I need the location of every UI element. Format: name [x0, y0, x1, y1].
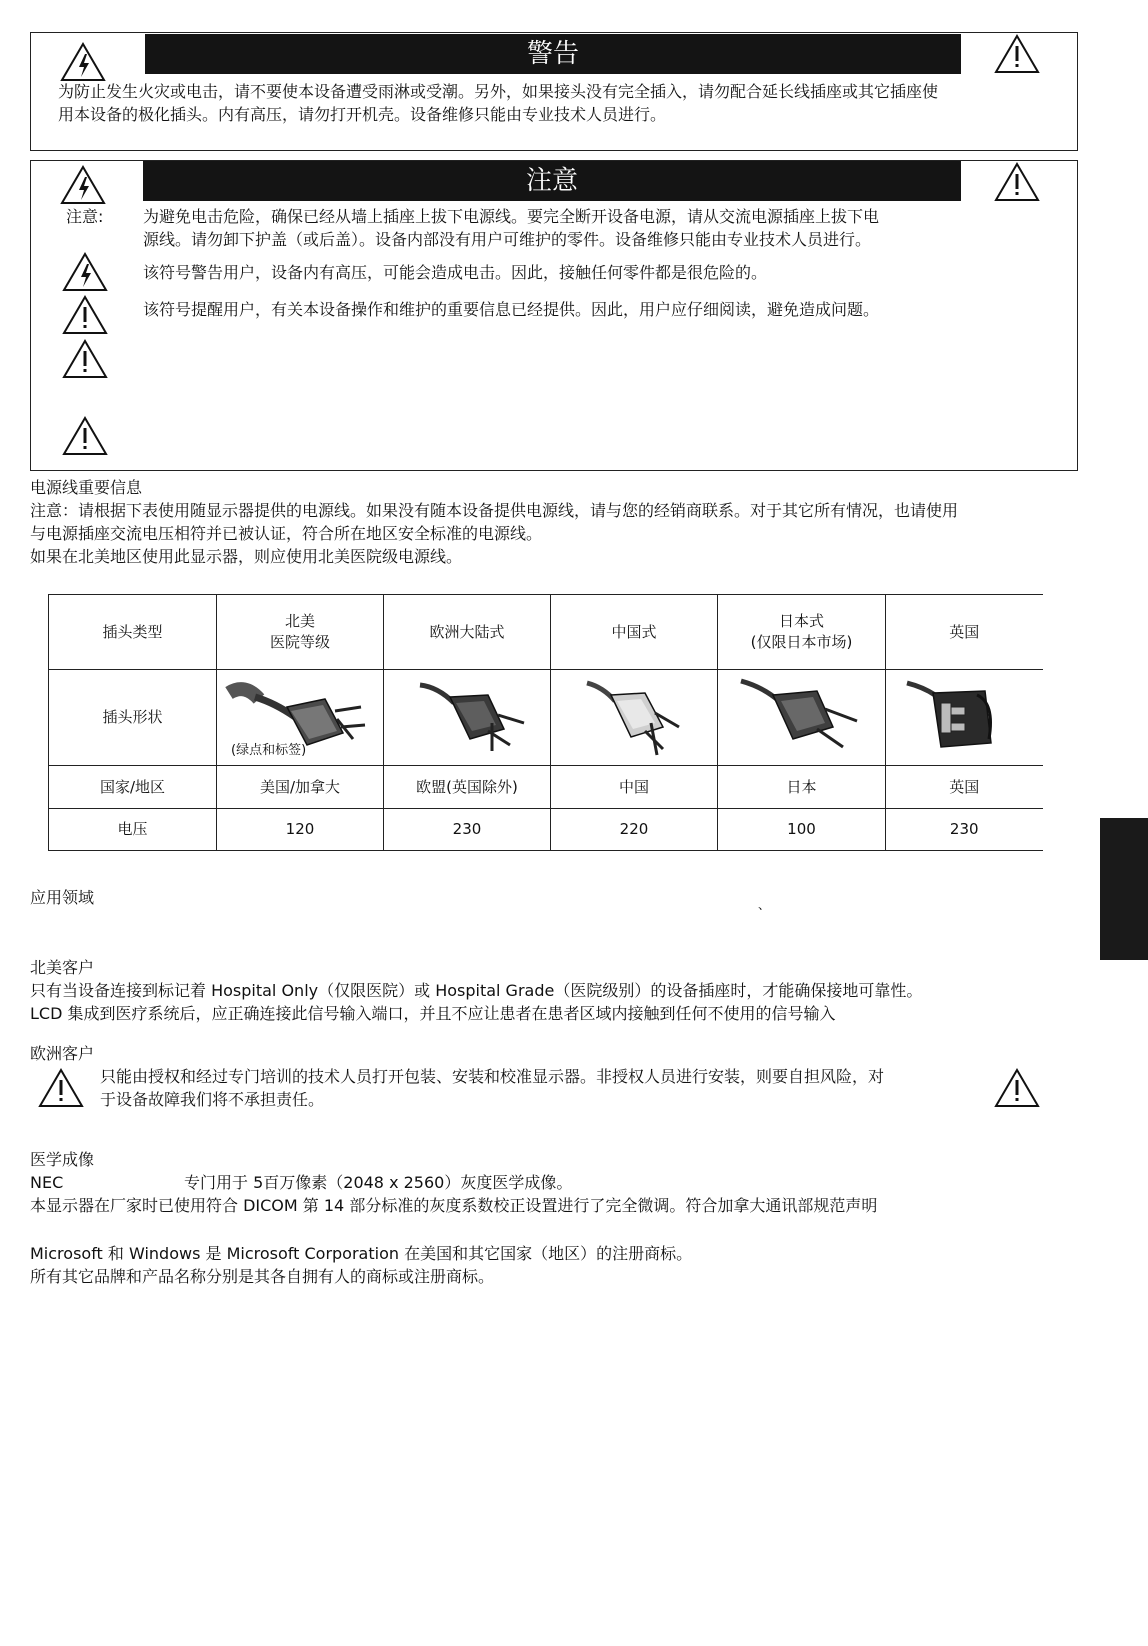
voltage-cell: 220 [551, 809, 718, 851]
voltage-cell: 230 [886, 809, 1043, 851]
plug-shape-cell [217, 670, 384, 766]
row-label-voltage: 电压 [49, 809, 217, 851]
north-america-heading: 北美客户 [30, 958, 95, 977]
country-cell: 英国 [886, 766, 1043, 809]
plug-type-cell [886, 595, 1043, 670]
plug-shape-cell [384, 670, 551, 766]
application-heading: 应用领域 [30, 888, 95, 907]
country-cell: 欧盟(英国除外) [384, 766, 551, 809]
country-cell: 日本 [718, 766, 886, 809]
table-row [49, 595, 1043, 670]
trademark-line1: Microsoft 和 Windows 是 Microsoft Corporation 在美国和其它国家（地区）的注册商标。 [30, 1244, 693, 1263]
country-cell: 中国 [551, 766, 718, 809]
plug-type-cell [384, 595, 551, 670]
exclamation-warning-icon [994, 1068, 1040, 1108]
power-cord-line2: 与电源插座交流电压相符并已被认证，符合所在地区安全标准的电源线。 [30, 524, 543, 543]
lightning-warning-icon [60, 42, 106, 82]
caution-label: 注意: [66, 207, 104, 226]
power-plug-icon [889, 673, 1039, 763]
plug-shape-cell [886, 670, 1043, 766]
table-row [49, 809, 1043, 851]
power-cord-line3: 如果在北美地区使用此显示器，则应使用北美医院级电源线。 [30, 547, 463, 566]
row-label-plug-type: 插头类型 [49, 595, 217, 670]
exclamation-warning-icon [994, 162, 1040, 202]
exclamation-warning-icon [62, 295, 108, 335]
plug-shape-cell [718, 670, 886, 766]
country-cell: 美国/加拿大 [217, 766, 384, 809]
lightning-warning-icon [62, 252, 108, 292]
plug-type-line1: 日本式 [778, 612, 824, 630]
plug-type-line1: 中国式 [611, 622, 657, 641]
row-label-plug-shape: 插头形状 [49, 670, 217, 766]
plug-type-line1: 英国 [949, 622, 980, 641]
plug-shape-cell [551, 670, 718, 766]
row-label-country: 国家/地区 [49, 766, 217, 809]
plug-type-line2: (仅限日本市场) [750, 633, 853, 651]
plug-table [48, 594, 1043, 851]
caution-item1-line2: 源线。请勿卸下护盖（或后盖）。设备内部没有用户可维护的零件。设备维修只能由专业技术人员进行。 [143, 230, 872, 249]
application-mark: 、 [758, 898, 771, 912]
imaging-brand: NEC [30, 1173, 64, 1192]
power-plug-icon [392, 673, 542, 763]
plug-type-line2: 医院等级 [269, 633, 330, 651]
imaging-heading: 医学成像 [30, 1150, 95, 1169]
power-cord-heading: 电源线重要信息 [30, 478, 143, 497]
table-row [49, 766, 1043, 809]
exclamation-warning-icon [62, 416, 108, 456]
power-cord-line1: 注意：请根据下表使用随显示器提供的电源线。如果没有随本设备提供电源线，请与您的经销商联系。对于其它所有情况，也请使用 [30, 501, 959, 520]
europe-line2: 于设备故障我们将不承担责任。 [100, 1090, 325, 1109]
plug-type-line1: 北美 [284, 612, 315, 630]
voltage-cell: 100 [718, 809, 886, 851]
caution-title: 注意 [143, 161, 961, 201]
lightning-warning-icon [60, 165, 106, 205]
north-america-line1: 只有当设备连接到标记着 Hospital Only（仅限医院）或 Hospital Grade（医院级别）的设备插座时，才能确保接地可靠性。 [30, 981, 923, 1000]
imaging-line2: 本显示器在厂家时已使用符合 DICOM 第 14 部分标准的灰度系数校正设置进行了完全微调。符合加拿大通讯部规范声明 [30, 1196, 878, 1215]
imaging-line1: 专门用于 5百万像素（2048 x 2560）灰度医学成像。 [184, 1173, 573, 1192]
exclamation-warning-icon [994, 34, 1040, 74]
europe-line1: 只能由授权和经过专门培训的技术人员打开包装、安装和校准显示器。非授权人员进行安装，则要自担风险，对 [100, 1067, 885, 1086]
north-america-line2: LCD 集成到医疗系统后，应正确连接此信号输入端口，并且不应让患者在患者区域内接触到任何不使用的信号输入 [30, 1004, 836, 1023]
trademark-line2: 所有其它品牌和产品名称分别是其各自拥有人的商标或注册商标。 [30, 1267, 495, 1286]
power-plug-icon [727, 673, 877, 763]
europe-heading: 欧洲客户 [30, 1044, 95, 1063]
plug-type-line1: 欧洲大陆式 [429, 622, 505, 641]
plug-type-cell [551, 595, 718, 670]
plug-type-cell [718, 595, 886, 670]
exclamation-warning-icon [38, 1068, 84, 1108]
caution-item1-line1: 为避免电击危险，确保已经从墙上插座上拔下电源线。要完全断开设备电源，请从交流电源插座上拔下电 [143, 207, 880, 226]
plug-type-cell [217, 595, 384, 670]
table-row [49, 670, 1043, 766]
caution-item3: 该符号提醒用户，有关本设备操作和维护的重要信息已经提供。因此，用户应仔细阅读，避免造成问题。 [143, 300, 880, 319]
plug-caption: (绿点和标签) [231, 743, 307, 758]
exclamation-warning-icon [62, 339, 108, 379]
warning-title: 警告 [145, 34, 961, 74]
side-tab-marker [1100, 818, 1148, 960]
warning-text-line1: 为防止发生火灾或电击，请不要使本设备遭受雨淋或受潮。另外，如果接头没有完全插入，请勿配合延长线插座或其它插座使 [58, 82, 939, 101]
voltage-cell: 120 [217, 809, 384, 851]
warning-text-line2: 用本设备的极化插头。内有高压，请勿打开机壳。设备维修只能由专业技术人员进行。 [58, 105, 667, 124]
voltage-cell: 230 [384, 809, 551, 851]
caution-item2: 该符号警告用户，设备内有高压，可能会造成电击。因此，接触任何零件都是很危险的。 [143, 263, 768, 282]
power-plug-icon [559, 673, 709, 763]
